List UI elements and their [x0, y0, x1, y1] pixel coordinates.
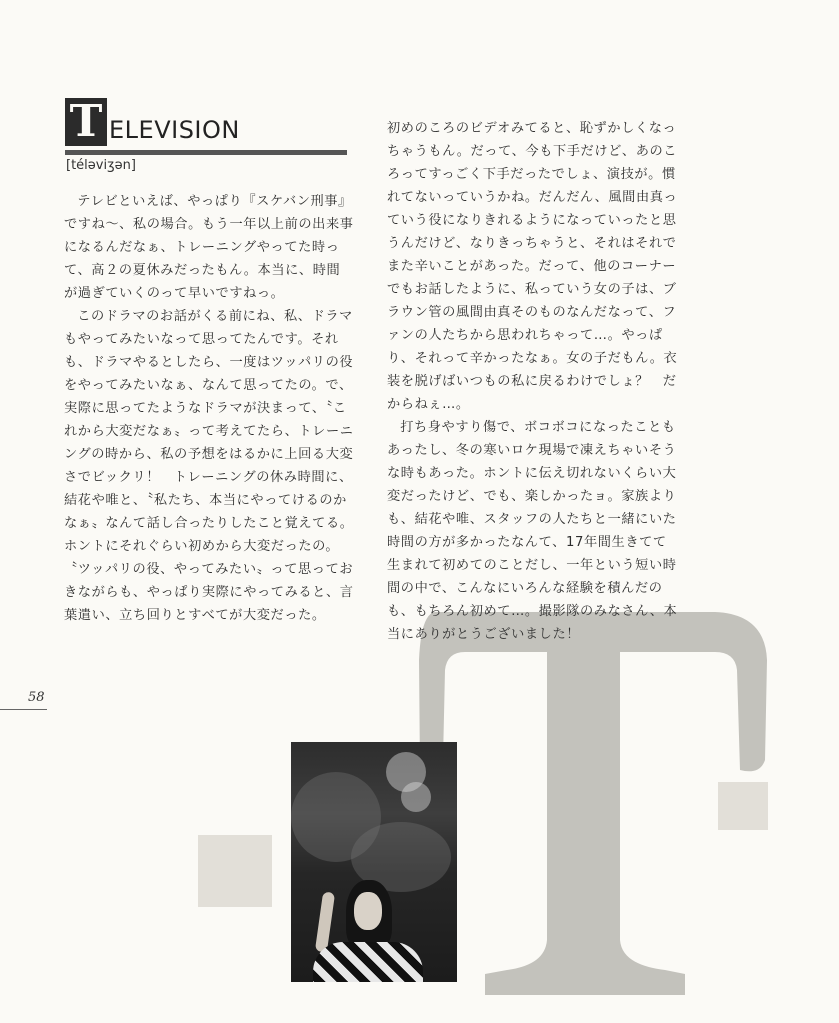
photo-person-face [354, 892, 382, 930]
paragraph: このドラマのお話がくる前にね、私、ドラマもやってみたいなって思ってたんです。それも、ドラマやるとしたら、一度はツッパリの役をやってみたいなぁ、なんて思ってたの。で、実際に思ってたようなドラマが決まって、〝これから大変だなぁ〟って考えてたら、トレーニングの時から、私の予想をはるかに上回る大変さでビックリ！ トレーニングの休み時間に、結花や唯と、〝私たち、本当にやってけるのかなぁ〟なんて話し合ったりしたこと覚えてる。ホントにそれぐらい初めから大変だったの。 [64, 309, 354, 554]
photo [291, 742, 457, 982]
photo-bokeh [401, 782, 431, 812]
page-number-rule [0, 709, 47, 710]
decorative-square-right [718, 782, 768, 830]
heading-rule [65, 150, 347, 155]
heading-phonetic: [téləviʒən] [66, 158, 136, 173]
decorative-square-left [198, 835, 272, 907]
paragraph: 初めのころのビデオみてると、恥ずかしくなっちゃうもん。だって、今も下手だけど、あのころってすっごく下手だったでしょ、演技が。慣れてないっていうかね。だんだん、風間由真っていう役になりきれるようになっていったと思うんだけど、なりきっちゃうと、それはそれでまた辛いことがあった。だって、他のコーナーでもお話したように、私っていう女の子は、ブラウン管の風間由真そのものなんだなって、ファンの人たちから思われちゃって…。やっぱり、それって辛かったなぁ。女の子だもん。衣装を脱げばいつもの私に戻るわけでしょ？ だからねぇ…。 [387, 121, 678, 412]
left-column-text [64, 190, 354, 627]
paragraph: テレビといえば、やっぱり『スケバン刑事』ですね〜、私の場合。もう一年以上前の出来事になるんだなぁ、トレーニングやってた時って、高２の夏休みだったもん。本当に、時間が過ぎていくのって早いですねっ。 [64, 194, 354, 301]
page-number: 58 [28, 690, 45, 705]
photo-person-body [313, 942, 423, 982]
paragraph: 〝ツッパリの役、やってみたい〟って思っておきながらも、やっぱり実際にやってみると、言葉遣い、立ち回りとすべてが大変だった。 [64, 562, 354, 623]
heading-initial: T [65, 98, 107, 146]
right-column-text [387, 117, 679, 646]
heading-title: ELEVISION [109, 116, 240, 144]
paragraph: 打ち身やすり傷で、ボコボコになったこともあったし、冬の寒いロケ現場で凍えちゃいそうな時もあった。ホントに伝え切れないくらい大変だったけど、でも、楽しかったョ。家族よりも、結花や唯、スタッフの人たちと一緒にいた時間の方が多かったなんて、17年間生きてて生まれて初めてのことだし、一年という短い時間の中で、こんなにいろんな経験を積んだのも、もちろん初めて…。撮影隊のみなさん、本当にありがとうございました！ [387, 420, 678, 642]
